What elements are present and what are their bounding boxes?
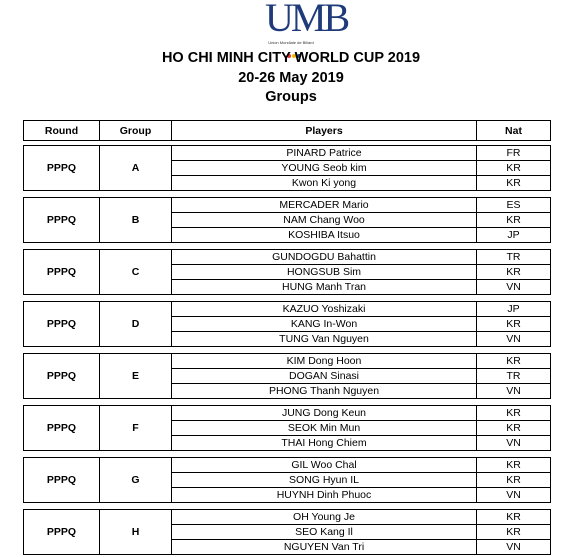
nationality-cell: KR bbox=[477, 510, 551, 525]
round-cell: PPPQ bbox=[24, 302, 100, 347]
nationality-cell: JP bbox=[477, 302, 551, 317]
group-cell: C bbox=[100, 250, 172, 295]
player-name-cell: SONG Hyun IL bbox=[172, 473, 477, 488]
column-header-players: Players bbox=[172, 121, 477, 141]
table-row bbox=[24, 198, 551, 213]
table-row bbox=[24, 146, 551, 161]
player-name-cell: KIM Dong Hoon bbox=[172, 354, 477, 369]
group-table bbox=[23, 197, 551, 243]
player-name-cell: GIL Woo Chal bbox=[172, 458, 477, 473]
page-heading: Groups bbox=[265, 89, 317, 105]
table-row bbox=[24, 354, 551, 369]
table-row bbox=[24, 250, 551, 265]
round-cell: PPPQ bbox=[24, 250, 100, 295]
player-name-cell: JUNG Dong Keun bbox=[172, 406, 477, 421]
nationality-cell: TR bbox=[477, 369, 551, 384]
group-cell: H bbox=[100, 510, 172, 555]
player-name-cell: SEO Kang Il bbox=[172, 525, 477, 540]
player-name-cell: YOUNG Seob kim bbox=[172, 161, 477, 176]
round-cell: PPPQ bbox=[24, 406, 100, 451]
nationality-cell: KR bbox=[477, 213, 551, 228]
table-row bbox=[24, 458, 551, 473]
nationality-cell: KR bbox=[477, 354, 551, 369]
nationality-cell: KR bbox=[477, 406, 551, 421]
player-name-cell: Kwon Ki yong bbox=[172, 176, 477, 191]
player-name-cell: OH Young Je bbox=[172, 510, 477, 525]
nationality-cell: ES bbox=[477, 198, 551, 213]
column-header-group: Group bbox=[100, 121, 172, 141]
player-name-cell: KANG In-Won bbox=[172, 317, 477, 332]
group-table bbox=[23, 509, 551, 555]
nationality-cell: VN bbox=[477, 280, 551, 295]
player-name-cell: KAZUO Yoshizaki bbox=[172, 302, 477, 317]
nationality-cell: TR bbox=[477, 250, 551, 265]
group-cell: G bbox=[100, 458, 172, 503]
player-name-cell: THAI Hong Chiem bbox=[172, 436, 477, 451]
player-name-cell: HONGSUB Sim bbox=[172, 265, 477, 280]
player-name-cell: TUNG Van Nguyen bbox=[172, 332, 477, 347]
nationality-cell: KR bbox=[477, 161, 551, 176]
player-name-cell: GUNDOGDU Bahattin bbox=[172, 250, 477, 265]
group-cell: B bbox=[100, 198, 172, 243]
nationality-cell: KR bbox=[477, 265, 551, 280]
group-table bbox=[23, 405, 551, 451]
nationality-cell: KR bbox=[477, 317, 551, 332]
umb-logo bbox=[261, 0, 348, 52]
nationality-cell: KR bbox=[477, 473, 551, 488]
group-table bbox=[23, 353, 551, 399]
player-name-cell: PINARD Patrice bbox=[172, 146, 477, 161]
column-header-nat: Nat bbox=[477, 121, 551, 141]
nationality-cell: VN bbox=[477, 436, 551, 451]
nationality-cell: FR bbox=[477, 146, 551, 161]
round-cell: PPPQ bbox=[24, 510, 100, 555]
player-name-cell: HUNG Manh Tran bbox=[172, 280, 477, 295]
logo-subtitle: Union Mondiale de Billard bbox=[268, 40, 314, 45]
table-row bbox=[24, 510, 551, 525]
group-table bbox=[23, 249, 551, 295]
table-header bbox=[23, 120, 551, 141]
nationality-cell: KR bbox=[477, 458, 551, 473]
group-cell: F bbox=[100, 406, 172, 451]
player-name-cell: NGUYEN Van Tri bbox=[172, 540, 477, 555]
player-name-cell: NAM Chang Woo bbox=[172, 213, 477, 228]
nationality-cell: KR bbox=[477, 525, 551, 540]
player-name-cell: KOSHIBA Itsuo bbox=[172, 228, 477, 243]
table-row bbox=[24, 302, 551, 317]
player-name-cell: SEOK Min Mun bbox=[172, 421, 477, 436]
event-title: HO CHI MINH CITY WORLD CUP 2019 bbox=[161, 50, 421, 66]
nationality-cell: KR bbox=[477, 421, 551, 436]
nationality-cell: VN bbox=[477, 384, 551, 399]
event-dates: 20-26 May 2019 bbox=[238, 70, 344, 86]
round-cell: PPPQ bbox=[24, 354, 100, 399]
player-name-cell: DOGAN Sinasi bbox=[172, 369, 477, 384]
group-table bbox=[23, 457, 551, 503]
player-name-cell: PHONG Thanh Nguyen bbox=[172, 384, 477, 399]
nationality-cell: VN bbox=[477, 488, 551, 503]
nationality-cell: KR bbox=[477, 176, 551, 191]
nationality-cell: VN bbox=[477, 332, 551, 347]
group-table bbox=[23, 145, 551, 191]
round-cell: PPPQ bbox=[24, 146, 100, 191]
player-name-cell: MERCADER Mario bbox=[172, 198, 477, 213]
group-table bbox=[23, 301, 551, 347]
table-row bbox=[24, 406, 551, 421]
logo-text: UMB bbox=[265, 0, 348, 40]
round-cell: PPPQ bbox=[24, 198, 100, 243]
nationality-cell: JP bbox=[477, 228, 551, 243]
group-cell: E bbox=[100, 354, 172, 399]
nationality-cell: VN bbox=[477, 540, 551, 555]
round-cell: PPPQ bbox=[24, 458, 100, 503]
player-name-cell: HUYNH Dinh Phuoc bbox=[172, 488, 477, 503]
group-cell: A bbox=[100, 146, 172, 191]
column-header-round: Round bbox=[24, 121, 100, 141]
group-cell: D bbox=[100, 302, 172, 347]
